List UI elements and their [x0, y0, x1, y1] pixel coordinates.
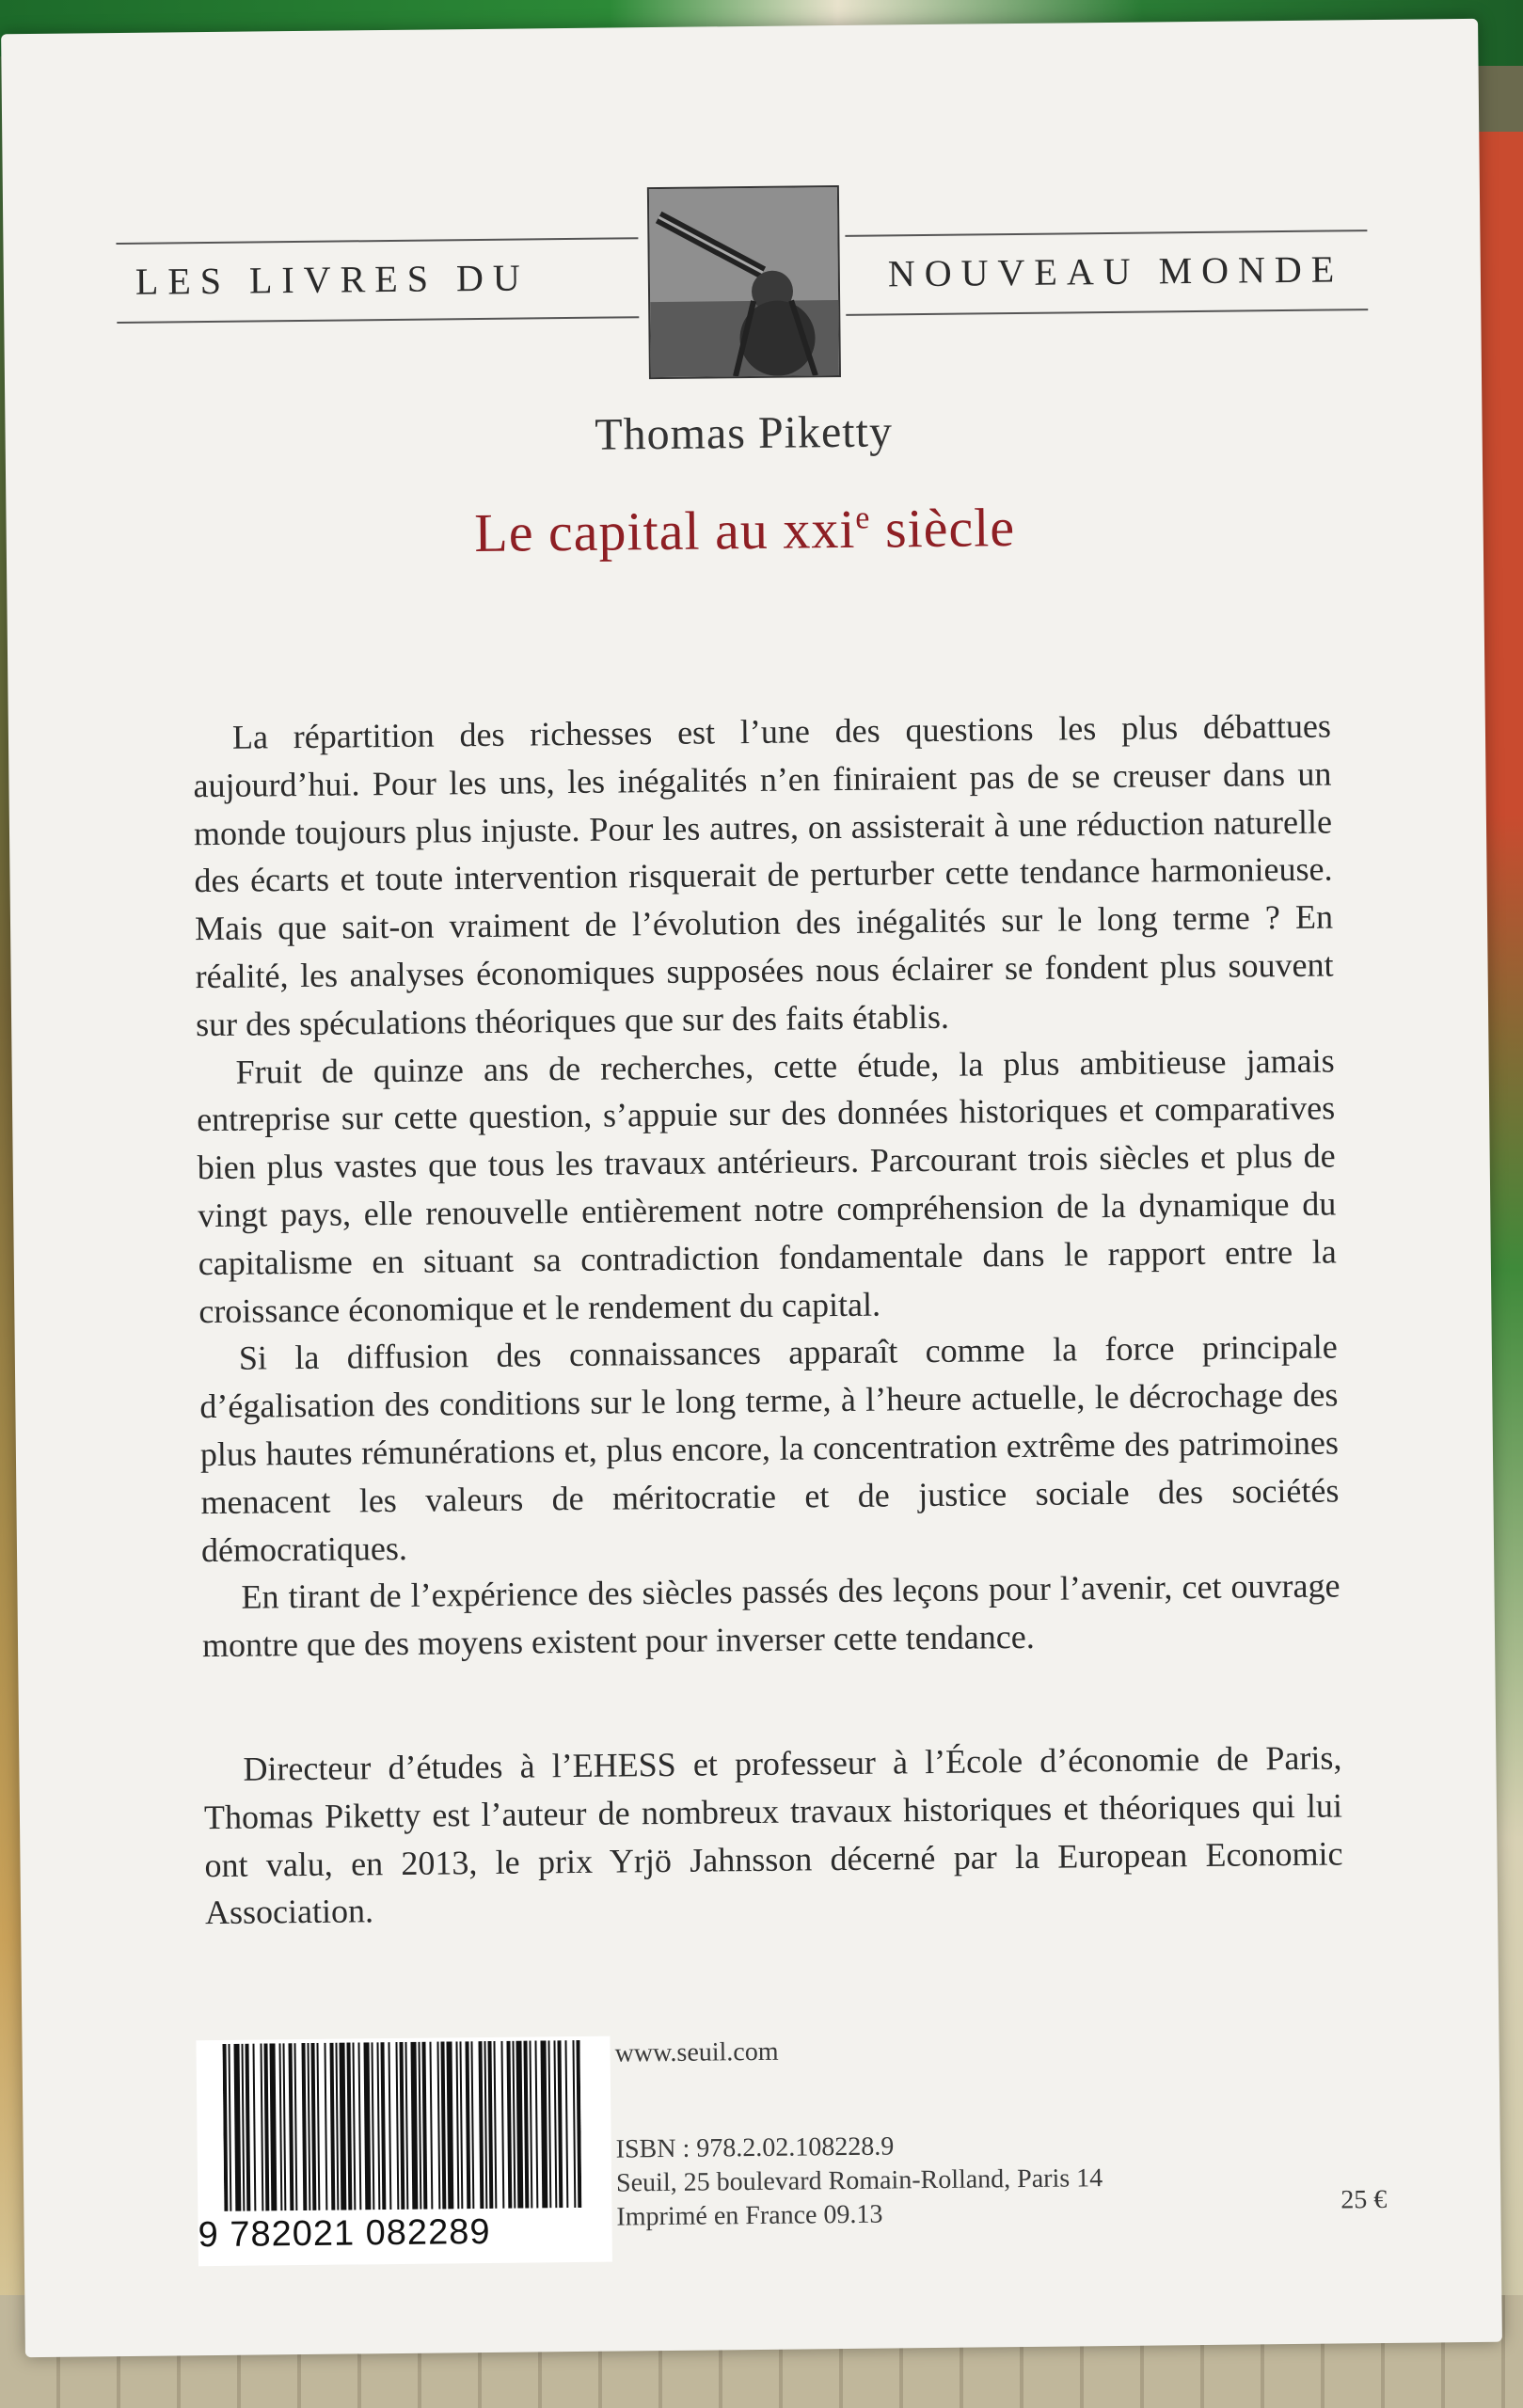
price-tag: 25 € — [1341, 2184, 1388, 2215]
author-bio-text: Directeur d’études à l’EHESS et professeur à l’École d’économie de Paris, Thomas Piketty est l’auteur de nombreux travaux historiques et théoriques qui lui ont valu, en 2013, le prix Yrjö Jahnsson décerné par la European Economic Association. — [203, 1738, 1343, 1932]
barcode-bar — [388, 2042, 391, 2210]
barcode-bar — [278, 2043, 282, 2210]
barcode-bar — [478, 2041, 484, 2209]
barcode-bar — [288, 2043, 293, 2210]
series-label-right: NOUVEAU MONDE — [887, 247, 1344, 295]
barcode-bar — [395, 2042, 399, 2210]
barcode-bar — [324, 2043, 327, 2210]
barcode-bar — [335, 2043, 339, 2210]
series-rule-top-left — [116, 237, 638, 245]
barcode-bar — [245, 2044, 250, 2211]
book-title — [6, 491, 1483, 569]
barcode-bar — [263, 2043, 269, 2210]
barcode-bar — [329, 2043, 335, 2210]
barcode-bar — [500, 2041, 504, 2209]
barcode-bar — [506, 2041, 512, 2209]
barcode-bar — [310, 2043, 316, 2210]
print-info: Imprimé en France 09.13 — [616, 2199, 883, 2232]
blurb-paragraph-2: Fruit de quinze ans de recherches, cette étude, la plus ambitieuse jamais entreprise sur cette question, s’appuie sur des données historiques et comparatives bien plus vastes que tous les travaux antérieurs. Parcourant trois siècles et plus de vingt pays, elle renouvelle entièrement notre compréhension de la dynamique du capitalisme en situant sa contradiction fondamentale dans le rapport entre la croissance économique et le rendement du capital. — [196, 1041, 1337, 1330]
barcode-bar — [523, 2041, 529, 2209]
barcode-bar — [512, 2041, 516, 2209]
barcode-bar — [269, 2043, 277, 2210]
barcode-bar — [547, 2040, 551, 2208]
barcode-bar — [493, 2041, 497, 2209]
barcode-bar — [339, 2043, 346, 2210]
barcode-bar — [282, 2043, 286, 2210]
barcode-bar — [241, 2044, 245, 2211]
series-header — [116, 222, 1368, 367]
publisher-website: www.seuil.com — [614, 2036, 779, 2068]
barcode-bar — [316, 2043, 320, 2210]
barcode-bar — [346, 2043, 352, 2210]
barcode-bar — [233, 2044, 241, 2211]
barcode-bar — [553, 2040, 557, 2208]
barcode-bar — [529, 2041, 532, 2209]
barcode-bar — [465, 2041, 470, 2209]
barcode-bar — [440, 2041, 446, 2209]
barcode-bar — [534, 2040, 538, 2208]
barcode-bar — [399, 2042, 405, 2210]
barcode-bar — [293, 2043, 297, 2210]
title-superscript: e — [855, 500, 871, 536]
barcode-bar — [484, 2041, 487, 2209]
barcode-bar — [357, 2042, 361, 2210]
barcode-bar — [380, 2042, 386, 2210]
series-rule-bottom-right — [846, 309, 1368, 316]
barcode-bar — [371, 2042, 374, 2210]
barcode-bar — [222, 2044, 228, 2211]
barcode-bars — [222, 2040, 581, 2211]
book-back-cover — [1, 19, 1502, 2357]
blurb — [193, 703, 1341, 1671]
barcode-bar — [446, 2041, 453, 2209]
barcode-bar — [576, 2040, 581, 2208]
barcode — [196, 2036, 611, 2267]
title-end: siècle — [870, 497, 1016, 560]
barcode-bar — [376, 2042, 380, 2210]
barcode-bar — [307, 2043, 310, 2210]
barcode-bar — [410, 2042, 418, 2210]
telescope-emblem-icon — [647, 185, 841, 379]
barcode-bar — [252, 2044, 256, 2211]
barcode-bar — [557, 2040, 563, 2208]
blurb-paragraph-1: La répartition des richesses est l’une des questions les plus débattues aujourd’hui. Pour les uns, les inégalités n’en finiraient pas de se creuser dans un monde toujours plus injuste. Pour les autres, on assisterait à une réduction naturelle des écarts et toute intervention risquerait de perturber cette tendance harmonieuse. Mais que sait-on vraiment de l’évolution des inégalités sur le long terme ? En réalité, les analyses économiques supposées nous éclairer se fondent plus souvent sur des spéculations théoriques que sur des faits établis. — [193, 706, 1334, 1043]
series-rule-bottom-left — [117, 316, 639, 324]
barcode-bar — [516, 2041, 523, 2209]
blurb-paragraph-3: Si la diffusion des connaissances apparaît comme la force principale d’égalisation des conditions sur le long terme, à l’heure actuelle, le décrochage des plus hautes rémunérations et, plus encore, la concentration extrême des patrimoines menacent les valeurs de méritocratie et de justice sociale des sociétés démocratiques. — [199, 1327, 1340, 1569]
barcode-bar — [564, 2040, 568, 2208]
barcode-bar — [459, 2041, 463, 2209]
barcode-digits: 9 782021 082289 — [198, 2211, 491, 2256]
barcode-bar — [228, 2044, 231, 2211]
barcode-bar — [421, 2042, 427, 2210]
barcode-bar — [418, 2042, 421, 2210]
series-label-left: LES LIVRES DU — [135, 256, 530, 303]
barcode-bar — [487, 2041, 493, 2209]
publisher-address: Seuil, 25 boulevard Romain-Rolland, Paris 14 — [615, 2163, 1103, 2198]
barcode-bar — [436, 2042, 440, 2210]
isbn-line: ISBN : 978.2.02.108228.9 — [615, 2131, 895, 2164]
title-main: Le capital au xxi — [473, 498, 856, 564]
barcode-bar — [572, 2040, 576, 2208]
barcode-bar — [405, 2042, 408, 2210]
barcode-bar — [363, 2042, 371, 2210]
series-rule-top-right — [845, 230, 1367, 237]
barcode-bar — [260, 2044, 263, 2211]
barcode-bar — [455, 2041, 459, 2209]
barcode-bar — [352, 2042, 356, 2210]
author-name: Thomas Piketty — [594, 406, 894, 460]
blurb-paragraph-4: En tirant de l’expérience des siècles passés des leçons pour l’avenir, cet ouvrage montre que des moyens existent pour inverser cette tendance. — [201, 1566, 1341, 1665]
barcode-bar — [301, 2043, 307, 2210]
author-bio — [203, 1734, 1343, 1937]
barcode-bar — [540, 2040, 547, 2208]
barcode-bar — [470, 2041, 474, 2209]
barcode-bar — [429, 2042, 433, 2210]
